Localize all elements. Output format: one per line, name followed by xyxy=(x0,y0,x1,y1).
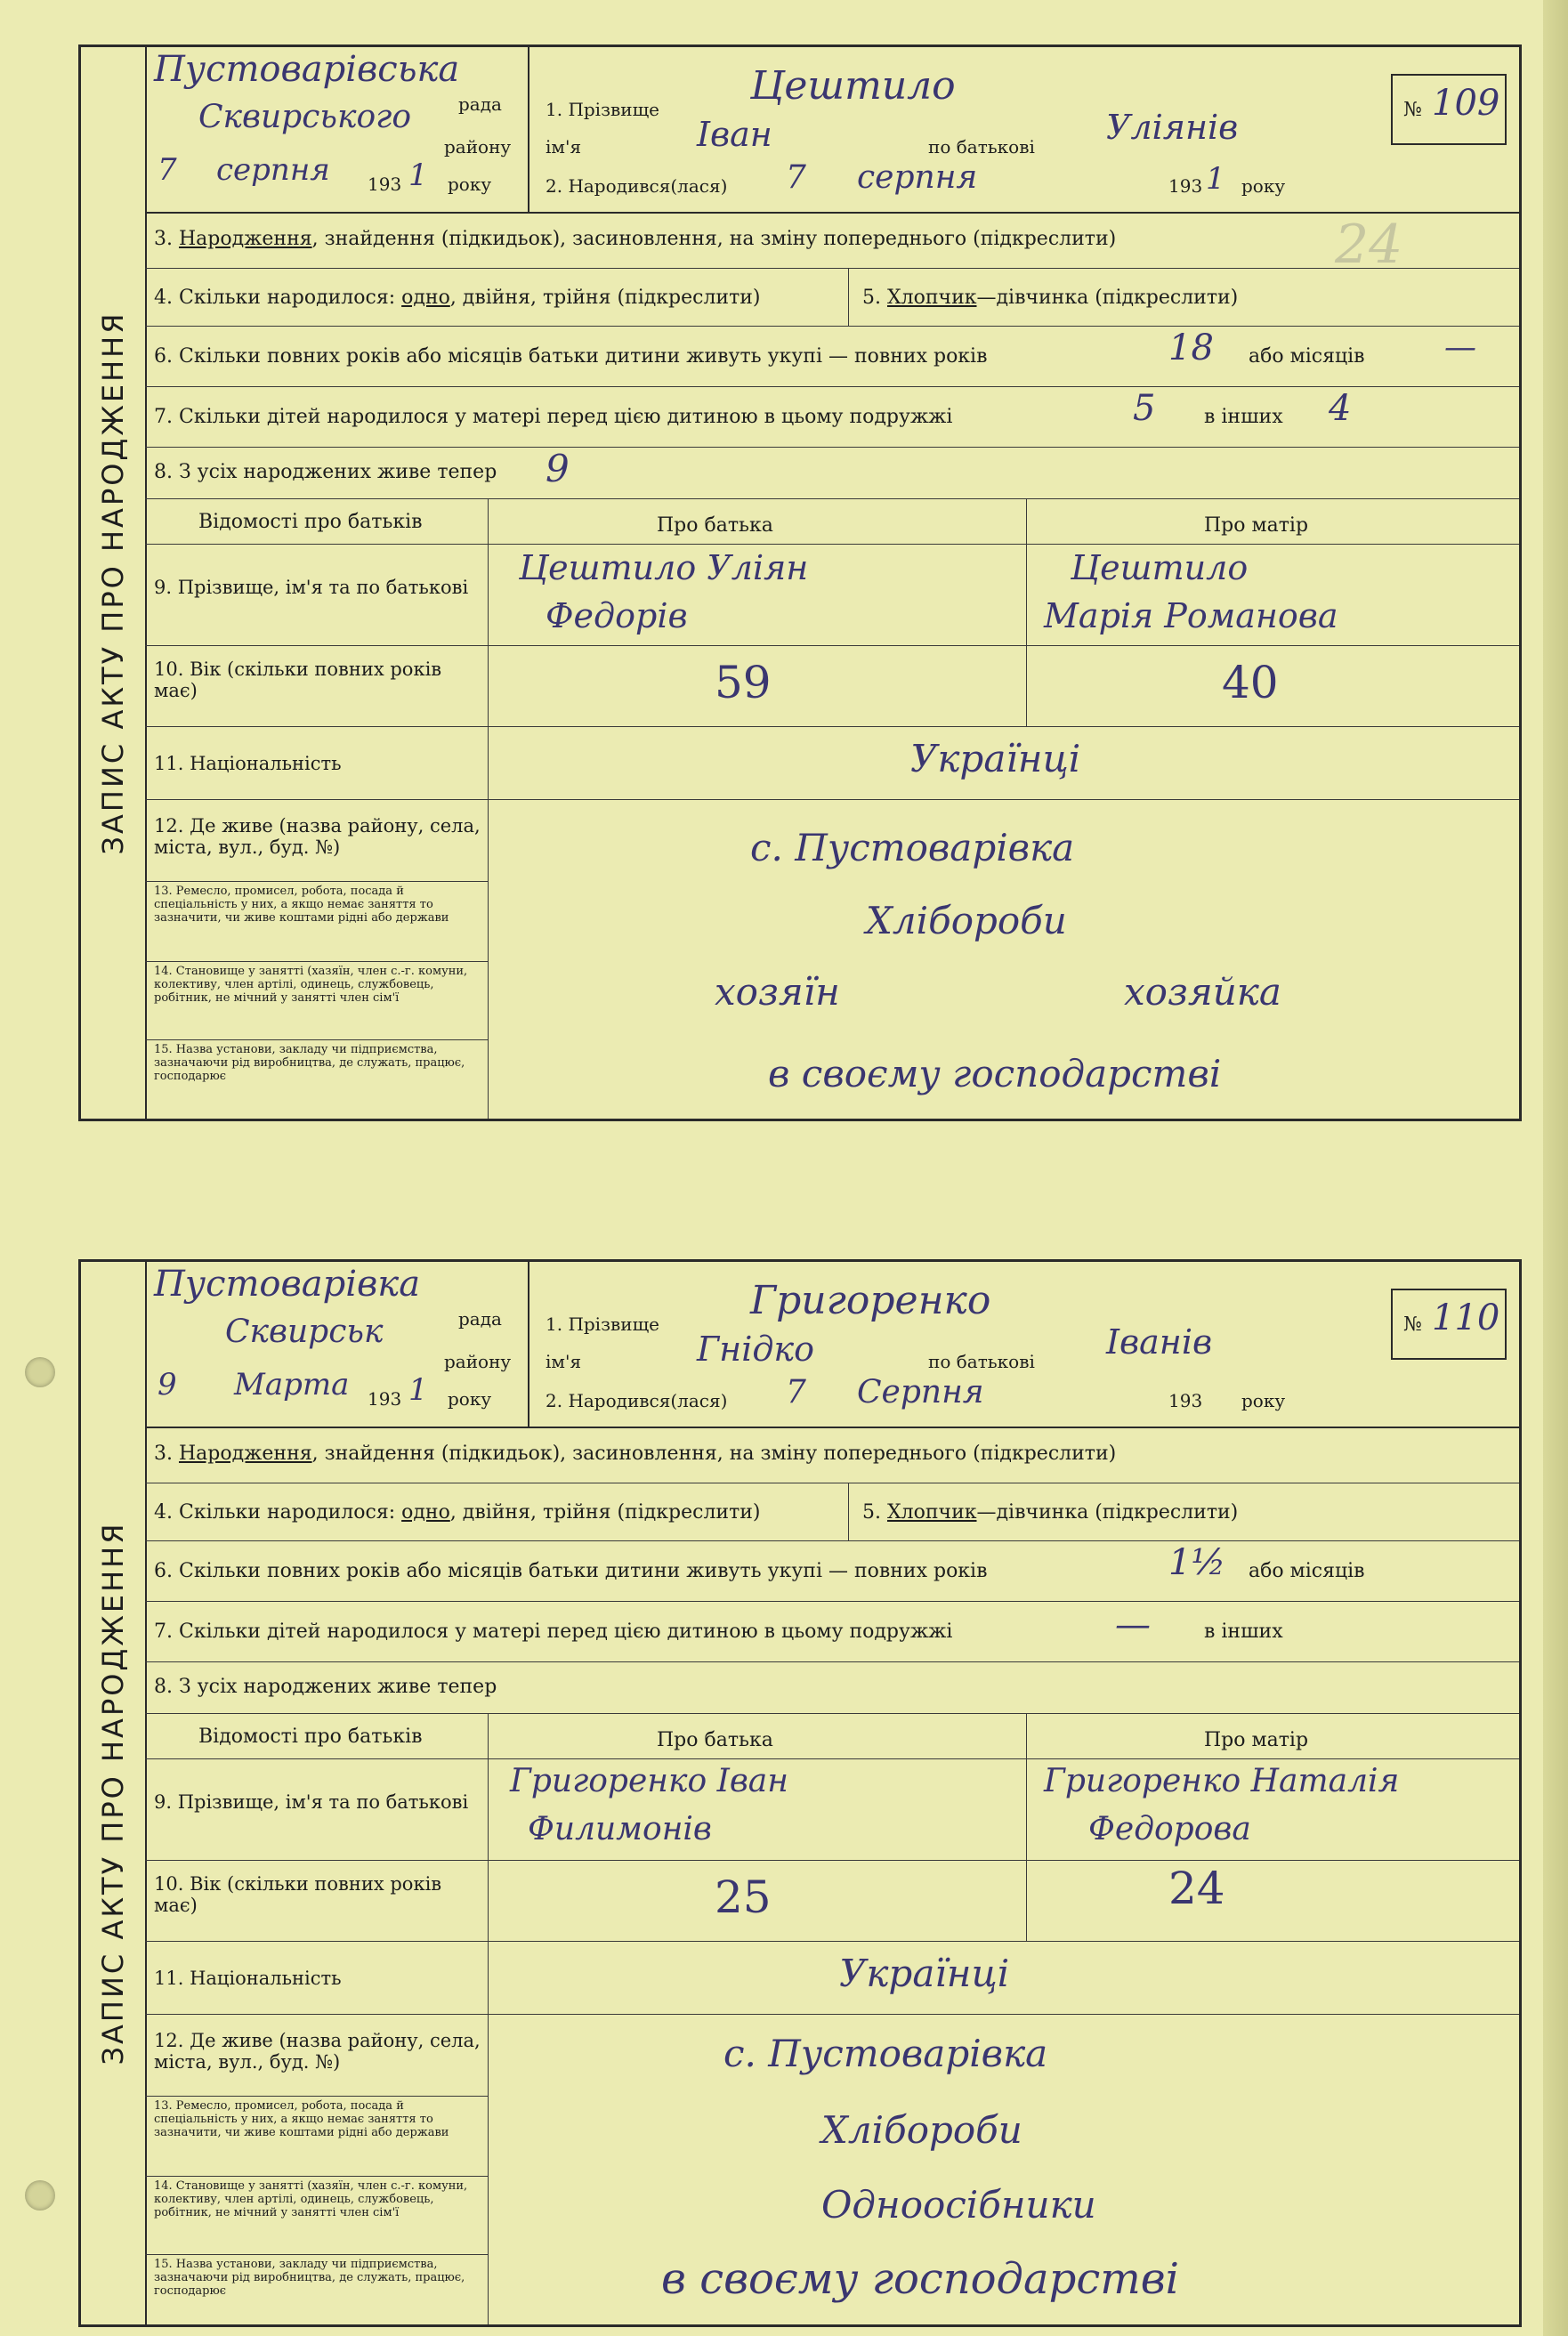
row-4-rest: , двійня, трійня (підкреслити) xyxy=(449,287,761,309)
page-edge xyxy=(1543,0,1568,2336)
row-10-label: 10. Вік (скільки повних років має) xyxy=(154,1873,442,1916)
row-4-prefix: 4. Скільки народилося: xyxy=(154,287,402,309)
rada-label: рада xyxy=(458,93,502,115)
father-age: 59 xyxy=(715,657,772,708)
surname-label: 1. Прізвище xyxy=(546,99,660,120)
row-7-label: 7. Скільки дітей народилося у матері перед цією дитиною в цьому подружжі xyxy=(154,1621,953,1643)
record-number: 110 xyxy=(1432,1297,1500,1338)
mother-name-line2: Федорова xyxy=(1088,1811,1251,1847)
date-day: 7 xyxy=(158,152,177,188)
born-label: 2. Народився(лася) xyxy=(546,175,728,197)
mother-name-line1: Цештило xyxy=(1071,548,1249,587)
raion-name: Сквирськ xyxy=(225,1313,384,1350)
status-value: Одноосібники xyxy=(821,2183,1096,2227)
birth-record-form xyxy=(78,44,1522,1121)
row-6-months-label: або місяців xyxy=(1249,1560,1365,1582)
father-age: 25 xyxy=(715,1871,772,1923)
name-label: ім'я xyxy=(546,1351,582,1372)
born-year-prefix: 193 xyxy=(1168,175,1203,197)
date-day: 9 xyxy=(158,1367,177,1402)
surname-label: 1. Прізвище xyxy=(546,1313,660,1335)
workplace-value: в своєму господарстві xyxy=(661,2254,1179,2304)
date-month: Марта xyxy=(234,1367,350,1402)
rada-name: Пустоварівська xyxy=(154,49,460,90)
row-15-label: 15. Назва установи, закладу чи підприємства, зазначаючи рід виробництва, де служать, працює, господарює xyxy=(154,1043,465,1083)
born-year-suffix: 1 xyxy=(1206,161,1225,197)
row-12-label: 12. Де живе (назва району, села, міста, вул., буд. №) xyxy=(154,2030,481,2073)
number-prefix: № xyxy=(1403,99,1422,121)
born-label: 2. Народився(лася) xyxy=(546,1390,728,1411)
year-prefix: 193 xyxy=(368,174,402,195)
row-5-prefix: 5. xyxy=(862,287,887,309)
binder-hole xyxy=(25,2180,55,2211)
row-3-underlined: Народження xyxy=(178,228,312,250)
row-8-label: 8. З усіх народжених живе тепер xyxy=(154,461,497,483)
row-4 xyxy=(154,287,761,309)
patronymic-value: Іванів xyxy=(1106,1322,1213,1362)
side-title-cell xyxy=(81,1262,147,2324)
mother-label: Про матір xyxy=(1204,1729,1309,1751)
surname-value: Григоренко xyxy=(750,1278,991,1323)
raion-label: району xyxy=(444,136,512,158)
date-month: серпня xyxy=(216,152,330,188)
row-3-prefix: 3. xyxy=(154,1443,179,1465)
father-name-line1: Григоренко Іван xyxy=(510,1763,788,1799)
record-number: 109 xyxy=(1432,83,1500,124)
row-9-label: 9. Прізвище, ім'я та по батькові xyxy=(154,577,469,598)
occupation-value: Хлібороби xyxy=(821,2108,1022,2152)
mother-age: 40 xyxy=(1222,657,1279,708)
year-label: року xyxy=(448,1388,492,1410)
record-header xyxy=(145,47,1519,214)
row-4-prefix: 4. Скільки народилося: xyxy=(154,1501,402,1524)
nationality-value: Українці xyxy=(910,737,1081,780)
father-name-line2: Федорів xyxy=(546,596,688,635)
father-name-line1: Цештило Уліян xyxy=(519,548,809,587)
row-8-label: 8. З усіх народжених живе тепер xyxy=(154,1676,497,1698)
row-4-rest: , двійня, трійня (підкреслити) xyxy=(449,1501,761,1524)
row-4-underlined: одно xyxy=(401,287,450,309)
rada-label: рада xyxy=(458,1308,502,1330)
father-status-value: хозяїн xyxy=(715,970,840,1014)
parents-label: Відомості про батьків xyxy=(198,511,423,533)
row-3-prefix: 3. xyxy=(154,228,179,250)
patronymic-label: по батькові xyxy=(928,136,1035,158)
patronymic-value: Уліянів xyxy=(1106,108,1239,147)
row-14-label: 14. Становище у занятті (хазяїн, член с.-г. комуни, колективу, член артілі, одинець, службовець, робітник, не мічний у занятті член сім'ї xyxy=(154,965,468,1005)
year-suffix: 1 xyxy=(408,1372,428,1408)
born-day: 7 xyxy=(786,1374,806,1410)
raion-label: району xyxy=(444,1351,512,1372)
birth-record-form xyxy=(78,1259,1522,2327)
born-year-prefix: 193 xyxy=(1168,1390,1203,1411)
born-month: Серпня xyxy=(857,1374,984,1410)
row-6-years: 18 xyxy=(1168,327,1214,368)
record-body xyxy=(145,212,1519,1119)
row-7-other: 4 xyxy=(1329,388,1352,429)
father-label: Про батька xyxy=(657,1729,773,1751)
name-value: Гнідко xyxy=(697,1330,814,1369)
row-8-value: 9 xyxy=(546,447,570,490)
side-title: ЗАПИС АКТУ ПРО НАРОДЖЕННЯ xyxy=(96,1521,130,2065)
row-13-label: 13. Ремесло, промисел, робота, посада й спеціальність у них, а якщо немає заняття то зазначити, чи живе коштами рідні або держави xyxy=(154,885,449,925)
row-4 xyxy=(154,1501,761,1524)
row-5 xyxy=(862,1501,1238,1524)
row-3-underlined: Народження xyxy=(178,1443,312,1465)
row-5-rest: —дівчинка (підкреслити) xyxy=(976,287,1239,309)
row-7-other-label: в інших xyxy=(1204,1621,1283,1643)
mother-name-line2: Марія Романова xyxy=(1044,596,1338,635)
year-label: року xyxy=(448,174,492,195)
mother-status-value: хозяйка xyxy=(1124,970,1281,1014)
parents-label: Відомості про батьків xyxy=(198,1726,423,1748)
archive-stamp: 24 xyxy=(1335,214,1403,276)
record-body xyxy=(145,1427,1519,2324)
row-12-label: 12. Де живе (назва району, села, міста, вул., буд. №) xyxy=(154,815,481,858)
born-month: серпня xyxy=(857,159,978,196)
row-10-label: 10. Вік (скільки повних років має) xyxy=(154,659,442,701)
row-5-underlined: Хлопчик xyxy=(886,1501,977,1524)
record-header xyxy=(145,1262,1519,1428)
row-6-years: 1½ xyxy=(1168,1542,1226,1583)
name-value: Іван xyxy=(697,115,772,154)
born-year-label: року xyxy=(1241,175,1286,197)
father-label: Про батька xyxy=(657,514,773,537)
year-suffix: 1 xyxy=(408,158,428,193)
workplace-value: в своєму господарстві xyxy=(768,1052,1222,1095)
row-7-this: 5 xyxy=(1133,388,1156,429)
row-9-label: 9. Прізвище, ім'я та по батькові xyxy=(154,1791,469,1813)
father-name-line2: Филимонів xyxy=(528,1811,712,1847)
row-11-label: 11. Національність xyxy=(154,753,342,774)
row-5 xyxy=(862,287,1238,309)
row-4-underlined: одно xyxy=(401,1501,450,1524)
occupation-value: Хлібороби xyxy=(866,899,1067,942)
mother-label: Про матір xyxy=(1204,514,1309,537)
row-14-label: 14. Становище у занятті (хазяїн, член с.-г. комуни, колективу, член артілі, одинець, службовець, робітник, не мічний у занятті член сім'ї xyxy=(154,2179,468,2219)
row-3-rest: , знайдення (підкидьок), засиновлення, на зміну попереднього (підкреслити) xyxy=(311,1443,1117,1465)
row-6-months: — xyxy=(1444,329,1476,366)
name-label: ім'я xyxy=(546,136,582,158)
row-3 xyxy=(154,1443,1116,1465)
row-6-label: 6. Скільки повних років або місяців батьки дитини живуть укупі — повних років xyxy=(154,1560,988,1582)
year-prefix: 193 xyxy=(368,1388,402,1410)
side-title: ЗАПИС АКТУ ПРО НАРОДЖЕННЯ xyxy=(96,311,130,855)
residence-value: с. Пустоварівка xyxy=(723,2032,1048,2075)
side-title-cell xyxy=(81,47,147,1119)
row-7-label: 7. Скільки дітей народилося у матері перед цією дитиною в цьому подружжі xyxy=(154,406,953,428)
row-6-months-label: або місяців xyxy=(1249,345,1365,368)
record-number-box xyxy=(1391,74,1507,145)
row-3-rest: , знайдення (підкидьок), засиновлення, на зміну попереднього (підкреслити) xyxy=(311,228,1117,250)
born-day: 7 xyxy=(786,159,806,196)
nationality-value: Українці xyxy=(839,1952,1010,1995)
row-5-underlined: Хлопчик xyxy=(886,287,977,309)
row-6-label: 6. Скільки повних років або місяців батьки дитини живуть укупі — повних років xyxy=(154,345,988,368)
binder-hole xyxy=(25,1357,55,1387)
record-number-box xyxy=(1391,1289,1507,1360)
row-13-label: 13. Ремесло, промисел, робота, посада й спеціальність у них, а якщо немає заняття то зазначити, чи живе коштами рідні або держави xyxy=(154,2099,449,2139)
row-5-prefix: 5. xyxy=(862,1501,887,1524)
row-11-label: 11. Національність xyxy=(154,1968,342,1989)
born-year-label: року xyxy=(1241,1390,1286,1411)
row-3 xyxy=(154,228,1116,250)
row-7-this: — xyxy=(1115,1604,1151,1645)
rada-name: Пустоварівка xyxy=(154,1264,421,1305)
raion-name: Сквирського xyxy=(198,99,412,135)
number-prefix: № xyxy=(1403,1313,1422,1336)
residence-value: с. Пустоварівка xyxy=(750,826,1075,869)
patronymic-label: по батькові xyxy=(928,1351,1035,1372)
mother-age: 24 xyxy=(1168,1863,1225,1914)
row-7-other-label: в інших xyxy=(1204,406,1283,428)
row-15-label: 15. Назва установи, закладу чи підприємства, зазначаючи рід виробництва, де служать, працює, господарює xyxy=(154,2258,465,2298)
surname-value: Цештило xyxy=(750,63,956,109)
row-5-rest: —дівчинка (підкреслити) xyxy=(976,1501,1239,1524)
mother-name-line1: Григоренко Наталія xyxy=(1044,1763,1400,1799)
